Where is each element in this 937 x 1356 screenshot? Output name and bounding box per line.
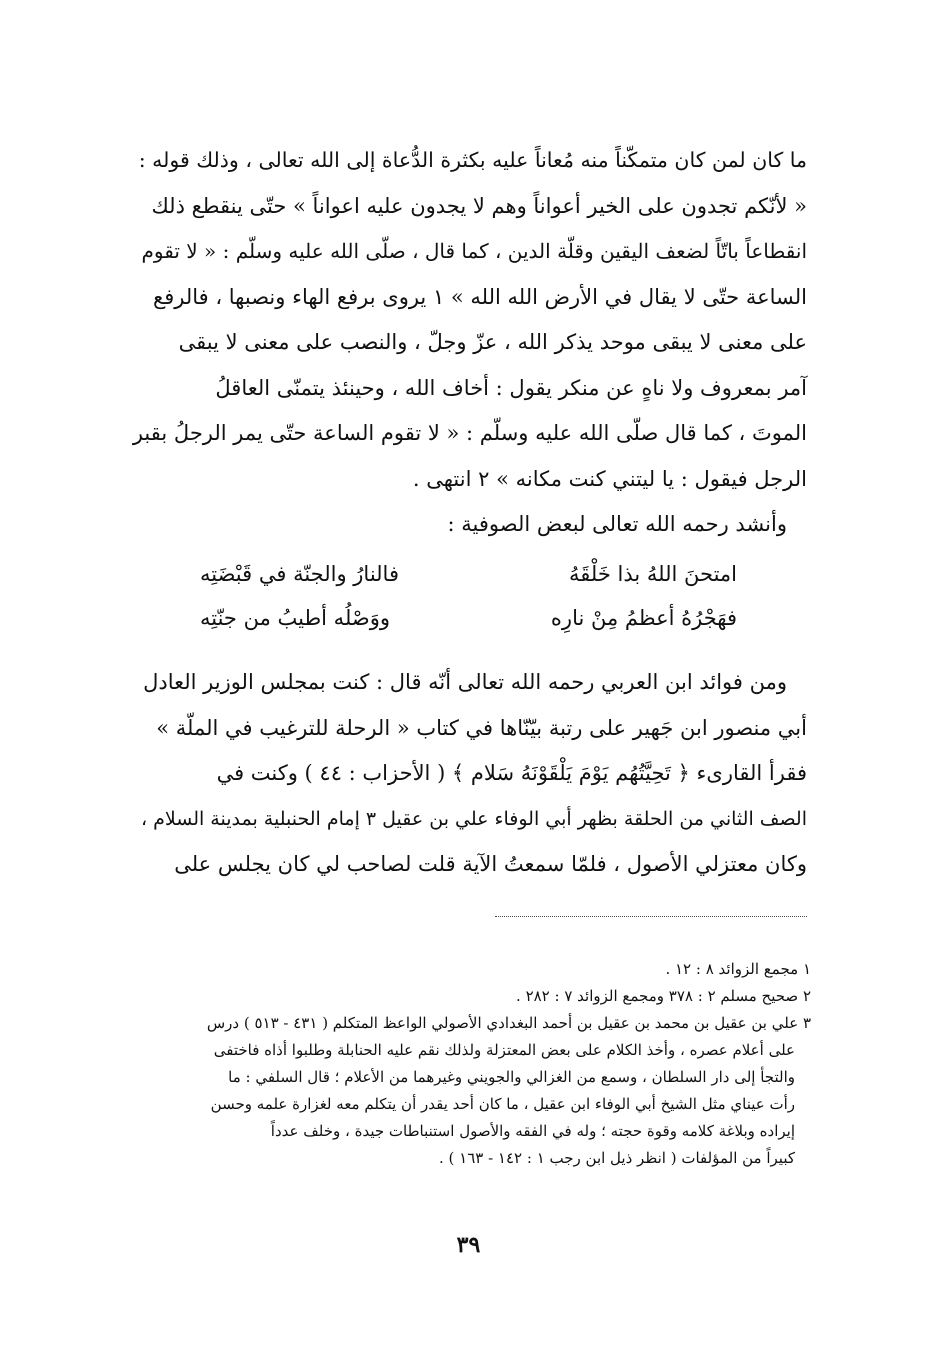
text-line: على معنى لا يبقى موحد يذكر الله ، عزّ وجلّ ، والنصب على معنى لا يبقى <box>178 330 807 354</box>
poem-verse <box>200 596 737 640</box>
footnote-divider <box>495 916 807 917</box>
poem-hemistich-first: امتحنَ اللهُ بذا خَلْقَهُ <box>569 562 737 586</box>
footnote-line: ٢ صحيح مسلم ٢ : ٣٧٨ ومجمع الزوائد ٧ : ٢٨٢ . <box>516 987 811 1005</box>
poem-block <box>200 552 737 640</box>
poem-verse <box>200 552 737 596</box>
main-text-block-2 <box>132 660 807 888</box>
text-line: وأنشد رحمه الله تعالى لبعض الصوفية : <box>447 512 787 536</box>
text-line: فقرأ القارىء ﴿ تَحِيَّتُهُم يَوْمَ يَلْقَوْنَهُ سَلام ﴾ ( الأحزاب : ٤٤ ) وكنت في <box>216 761 807 785</box>
poem-hemistich-second: ووَصْلُه أطيبُ من جنّتِه <box>200 606 391 630</box>
text-line: الصف الثاني من الحلقة بظهر أبي الوفاء علي بن عقيل ٣ إمام الحنبلية بمدينة السلام ، <box>140 807 807 830</box>
footnote-line: والتجأ إلى دار السلطان ، وسمع من الغزالي والجويني وغيرهما من الأعلام ؛ قال السلفي : ما <box>228 1068 795 1086</box>
poem-hemistich-second: فالنارُ والجنّة في قَبْضَتِه <box>200 562 399 586</box>
main-text-block <box>132 138 807 548</box>
footnote-line: ٣ علي بن عقيل بن محمد بن عقيل بن أحمد البغدادي الأصولي الواعظ المتكلم ( ٤٣١ - ٥١٣ ) درس <box>206 1014 811 1032</box>
text-line: آمر بمعروف ولا ناهٍ عن منكر يقول : أخاف الله ، وحينئذ يتمنّى العاقلُ <box>215 375 807 400</box>
text-line: ما كان لمن كان متمكّناً منه مُعاناً عليه بكثرة الدُّعاة إلى الله تعالى ، وذلك قوله : <box>138 148 807 172</box>
footnote-line: على أعلام عصره ، وأخذ الكلام على بعض المعتزلة ولذلك نقم عليه الحنابلة وطلبوا أذاه فاختفى <box>213 1041 795 1059</box>
text-line: أبي منصور ابن جَهير على رتبة بيّنّاها في كتاب « الرحلة للترغيب في الملّة » <box>156 715 807 740</box>
text-line: الرجل فيقول : يا ليتني كنت مكانه » ٢ انتهى . <box>412 466 807 491</box>
text-line: الموتَ ، كما قال صلّى الله عليه وسلّم : « لا تقوم الساعة حتّى يمر الرجلُ بقبر <box>132 421 807 445</box>
footnote-line: إيراده وبلاغة كلامه وقوة حجته ؛ وله في الفقه والأصول استنباطات جيدة ، وخلف عدداً <box>270 1122 795 1140</box>
text-line: انقطاعاً باتّاً لضعف اليقين وقلّة الدين ، كما قال ، صلّى الله عليه وسلّم : « لا تقوم <box>141 239 807 263</box>
text-line: « لأنّكم تجدون على الخير أعواناً وهم لا يجدون عليه اعواناً » حتّى ينقطع ذلك <box>151 193 807 218</box>
footnotes-block <box>132 956 811 1172</box>
text-line: ومن فوائد ابن العربي رحمه الله تعالى أنّه قال : كنت بمجلس الوزير العادل <box>143 670 787 694</box>
footnote-line: ١ مجمع الزوائد ٨ : ١٢ . <box>665 960 811 978</box>
text-line: وكان معتزلي الأصول ، فلمّا سمعتُ الآية قلت لصاحب لي كان يجلس على <box>174 852 807 876</box>
page-number: ٣٩ <box>456 1232 481 1258</box>
text-line: الساعة حتّى لا يقال في الأرض الله الله » ١ يروى برفع الهاء ونصبها ، فالرفع <box>153 284 807 309</box>
footnote-line: كبيراً من المؤلفات ( انظر ذيل ابن رجب ١ : ١٤٢ - ١٦٣ ) . <box>438 1149 795 1167</box>
poem-hemistich-first: فهَجْرُهُ أعظمُ مِنْ نارِه <box>550 606 737 630</box>
footnote-line: رأت عيناي مثل الشيخ أبي الوفاء ابن عقيل ، ما كان أحد يقدر أن يتكلم معه لغزارة علمه وحسن <box>210 1095 795 1113</box>
